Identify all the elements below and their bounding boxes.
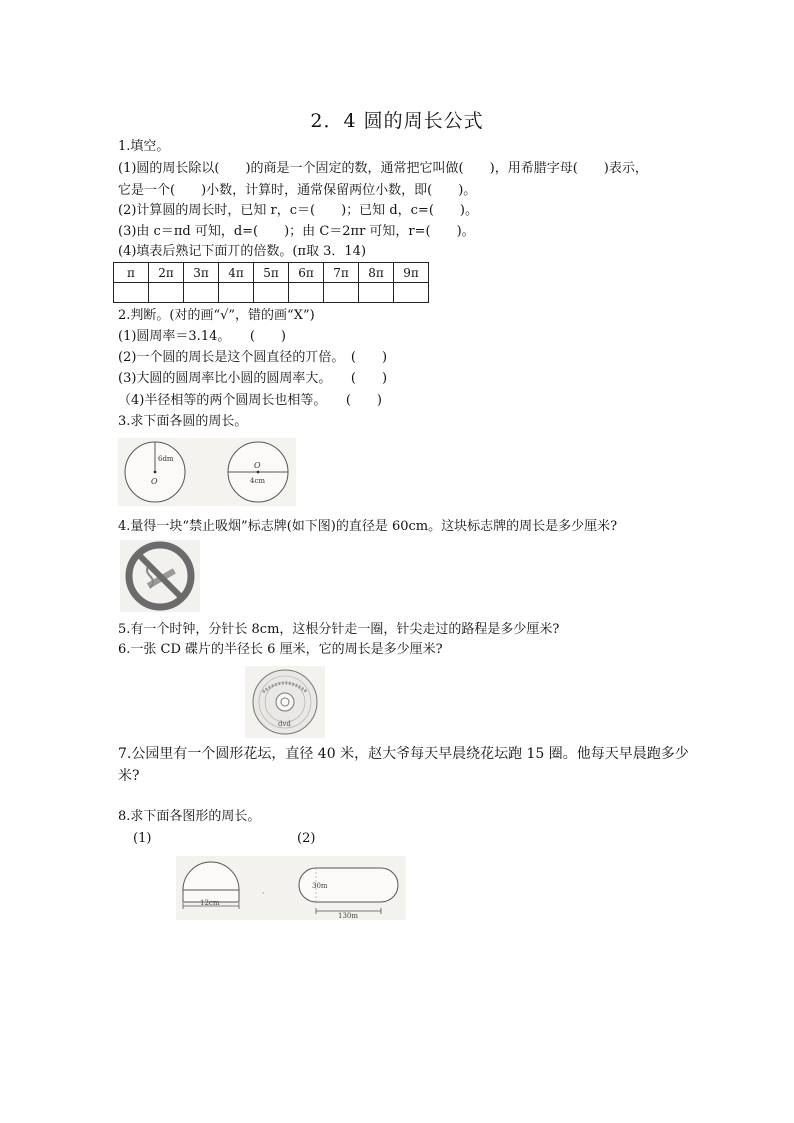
q3-circle2-label: 4cm (250, 477, 266, 485)
table-header-cell: 7π (324, 263, 359, 283)
table-header-cell: 4π (219, 263, 254, 283)
fig2-height-label: 30m (312, 882, 328, 890)
q2-line-4: （4)半径相等的两个圆周长也相等。 ( ) (118, 393, 382, 408)
q8-heading: 8.求下面各图形的周长。 (118, 809, 261, 824)
pi-multiples-table (113, 262, 429, 303)
answer-cell[interactable] (184, 283, 219, 303)
answer-cell[interactable] (289, 283, 324, 303)
q3-circle2-center: O (254, 461, 261, 470)
q2-heading: 2.判断。(对的画“√”，错的画“X”) (118, 308, 315, 323)
q2-line-2: (2)一个圆的周长是这个圆直径的丌倍。 ( ) (118, 350, 388, 365)
table-answer-row (114, 283, 429, 303)
q1-line-1: (1)圆的周长除以( )的商是一个固定的数，通常把它叫做( )，用希腊字母( )表示， (118, 161, 648, 176)
answer-cell[interactable] (114, 283, 149, 303)
q8-figures (176, 856, 406, 920)
cd-disc-icon (245, 666, 325, 738)
page-title: 2．4 圆的周长公式 (310, 110, 484, 132)
fig1-width-label: 12cm (200, 899, 220, 907)
q1-heading: 1.填空。 (118, 139, 170, 154)
q7-line-2: 米? (118, 768, 140, 784)
table-header-cell: 2π (149, 263, 184, 283)
q7-line-1: 7.公园里有一个圆形花坛，直径 40 米，赵大爷每天早晨绕花坛跑 15 圈。他每天早晨跑多少 (118, 746, 689, 762)
answer-cell[interactable] (219, 283, 254, 303)
q3-circle1-label: 6dm (158, 455, 174, 463)
q1-line-4: (3)由 c＝πd 可知，d=( )；由 C＝2πr 可知，r=( )。 (118, 224, 475, 239)
table-header-cell: 6π (289, 263, 324, 283)
q8-part1-label: (1) (133, 831, 152, 846)
q1-line-5: (4)填表后熟记下面丌的倍数。(π取 3．14) (118, 244, 367, 259)
q5-heading: 5.有一个时钟，分针长 8cm，这根分针走一圈，针尖走过的路程是多少厘米? (118, 622, 560, 637)
answer-cell[interactable] (324, 283, 359, 303)
table-header-row (114, 263, 429, 283)
q3-heading: 3.求下面各圆的周长。 (118, 414, 248, 429)
answer-cell[interactable] (254, 283, 289, 303)
svg-text:·: · (262, 889, 265, 898)
answer-cell[interactable] (394, 283, 429, 303)
answer-cell[interactable] (359, 283, 394, 303)
fig2-length-label: 130m (338, 912, 358, 920)
q4-heading: 4.量得一块“禁止吸烟”标志牌(如下图)的直径是 60cm。这块标志牌的周长是多少厘米? (118, 519, 618, 534)
cd-label-text: dvd (278, 720, 291, 728)
table-header-cell: 8π (359, 263, 394, 283)
q3-circles-figure (118, 438, 296, 506)
q6-heading: 6.一张 CD 碟片的半径长 6 厘米，它的周长是多少厘米? (118, 642, 443, 657)
q1-line-3: (2)计算圆的周长时，已知 r，c＝( )；已知 d，c=( )。 (118, 203, 478, 218)
no-smoking-sign-icon (120, 540, 200, 612)
q2-line-3: (3)大圆的圆周率比小圆的圆周率大。 ( ) (118, 371, 388, 386)
table-header-cell: 5π (254, 263, 289, 283)
q2-line-1: (1)圆周率＝3.14。 ( ) (118, 329, 287, 344)
table-header-cell: π (114, 263, 149, 283)
answer-cell[interactable] (149, 283, 184, 303)
q1-line-2: 它是一个( )小数，计算时，通常保留两位小数，即( )。 (118, 183, 477, 198)
q3-circle1-center: O (151, 477, 158, 486)
q8-part2-label: (2) (297, 831, 316, 846)
table-header-cell: 3π (184, 263, 219, 283)
table-header-cell: 9π (394, 263, 429, 283)
